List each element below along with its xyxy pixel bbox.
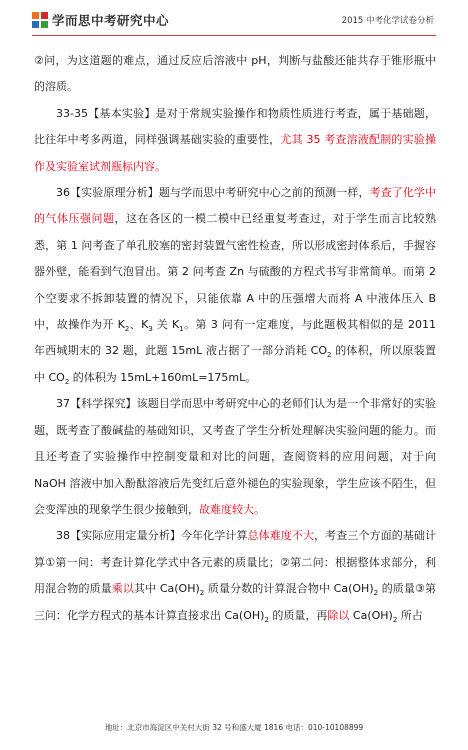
subscript: 3: [148, 325, 153, 334]
highlight-text: 总体难度不大: [247, 529, 315, 543]
paragraph-text: 其中 Ca(OH): [134, 582, 200, 596]
highlight-text: 考查了化学中的气体压强问题: [34, 186, 437, 226]
page-footer: 地址：北京市海淀区中关村大街 32 号和盛大厦 1816 电话：010-10108899: [104, 723, 364, 732]
highlight-text: 乘以: [111, 582, 135, 596]
paragraph-basic-experiment: [34, 101, 436, 180]
paragraph-text: ，考查三个方面的基础计算①第一问：考查计算化学式中各元素的质量比；②第二问：根据整体求部分，利用混合物的质量: [34, 529, 437, 596]
paragraph-text: ，这在各区的一模二模中已经重复考查过，对于学生而言比较熟悉，第 1 问考查了单孔胶塞的密封装置气密性检查，所以形成密封体系后，手握容器外壁，能看到气泡冒出。第 2 问考查 Zn 与硫酸的方程式书写非常简单。而第 2 个空要求不拆卸装置的情况下，只能依靠 A 中的压强增大而将 A 中液体压入 B 中，故操作为开 K: [34, 212, 436, 332]
paragraph-text: ②问，为这道题的难点，通过反应后溶液中 pH，判断与盐酸还能共存于锥形瓶中的溶质。: [34, 54, 436, 94]
header-divider: [32, 35, 436, 36]
paragraph-text: 的体积为 15mL+160mL=175mL。: [69, 370, 257, 384]
paragraph-text: 36【实验原理分析】题与学而思中考研究中心之前的预测一样，: [56, 186, 370, 200]
subscript: 2: [64, 378, 70, 387]
subscript: 2: [199, 589, 205, 598]
paragraph-scientific-inquiry: [34, 391, 436, 523]
subscript: 2: [264, 615, 269, 624]
subscript: 2: [124, 325, 130, 334]
paragraph-text: 。第 3 问有一定难度，与此题极其相似的是 2011 年西城期末的 32 题，此题 15mL 液占据了一部分消耗 CO: [34, 318, 436, 358]
paragraph-quantitative-analysis: [34, 523, 436, 629]
paragraph-continuation: [34, 48, 436, 101]
subscript: 2: [327, 351, 332, 360]
paragraph-text: Ca(OH): [349, 608, 393, 622]
highlight-text: 尤其 35 考查溶液配制的实验操作及实验室试剂瓶标内容。: [34, 133, 436, 173]
subscript: 1: [179, 325, 184, 334]
paragraph-text: 的体积，所以原装置中 CO: [34, 344, 436, 384]
page-header: [0, 0, 468, 36]
subscript: 2: [373, 589, 379, 598]
subscript: 2: [392, 615, 398, 624]
highlight-text: 除以: [327, 608, 350, 622]
paragraph-text: 所占: [397, 608, 423, 622]
paragraph-text: 关 K: [152, 318, 180, 332]
paragraph-text: 质量分数的计算混合物中 Ca(OH): [204, 582, 374, 596]
paragraph-text: 38【实际应用定量分析】今年化学计算: [56, 529, 248, 543]
brand-logo-icon: [32, 12, 48, 28]
document-body: [34, 48, 436, 629]
paragraph-text: 33-35【基本实验】是对于常规实验操作和物质性质进行考查，属于基础题，比往年中考多两道，同样强调基础实验的重要性，: [34, 106, 436, 147]
paragraph-text: 的质量③第三问：化学方程式的基本计算直接求出 Ca(OH): [34, 582, 437, 622]
highlight-text: 故难度较大。: [199, 502, 265, 516]
paragraph-text: 37【科学探究】该题目学而思中考研究中心的老师们认为是一个非常好的实验题，既考查了酸碱盐的基础知识，又考查了学生分析处理解决实验问题的能力。而且还考查了实验操作中控制变量和对比的问题，查阅资料的应用问题，对于向 NaOH 溶液中加入酚酞溶液后先变红后意外褪色的实验现象，学生应该不陌生，但会变浑浊的现象学生很少接触到，: [34, 397, 436, 516]
brand-name: 学而思中考研究中心: [52, 13, 170, 28]
paragraph-text: 、K: [129, 318, 149, 332]
paragraph-text: 的质量，再: [268, 608, 328, 622]
paragraph-experiment-principle: [34, 180, 436, 391]
document-title: 2015 中考化学试卷分析: [341, 16, 434, 26]
